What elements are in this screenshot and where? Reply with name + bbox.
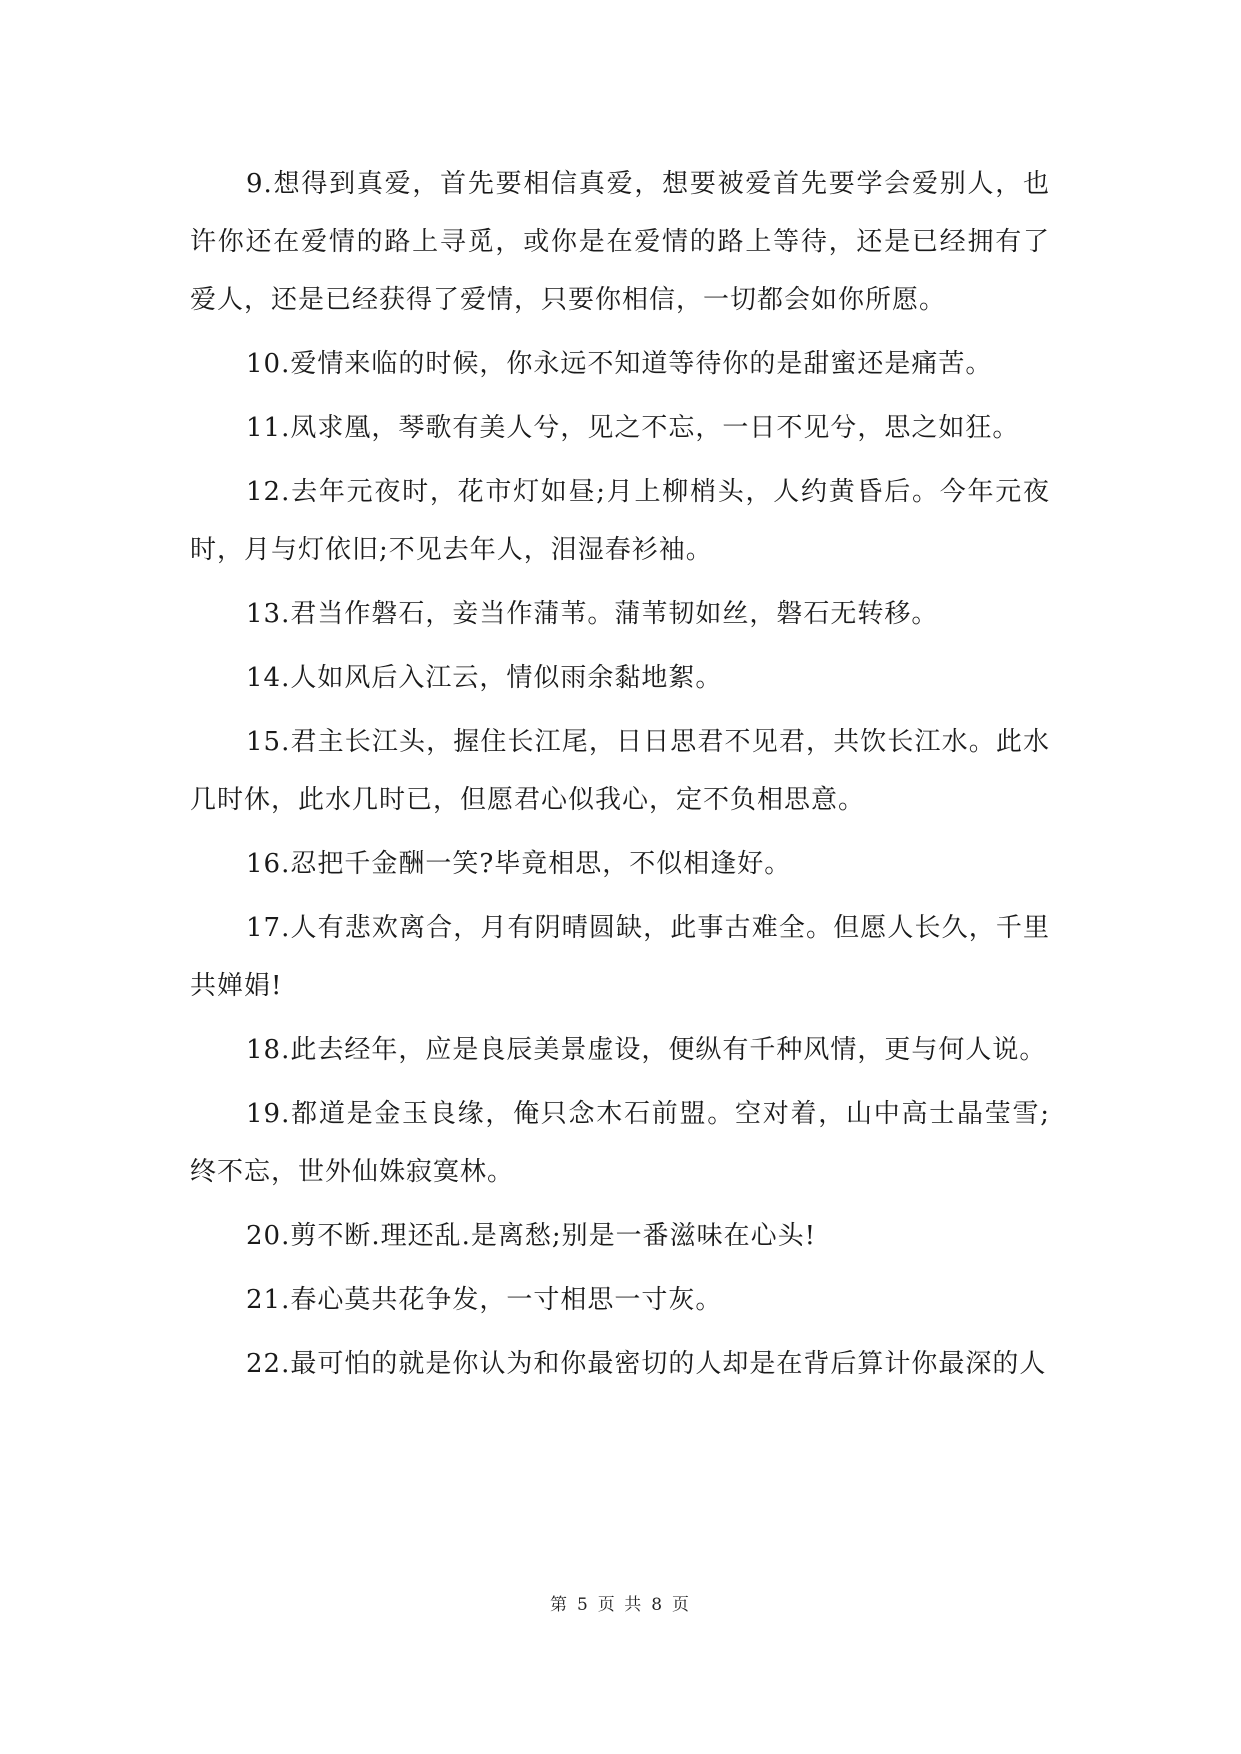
paragraph-18: 18.此去经年，应是良辰美景虚设，便纵有千种风情，更与何人说。	[246, 1035, 1047, 1065]
paragraph-11: 11.凤求凰，琴歌有美人兮，见之不忘，一日不见兮，思之如狂。	[246, 413, 1020, 443]
paragraph-9: 9.想得到真爱，首先要相信真爱，想要被爱首先要学会爱别人，也许你还在爱情的路上寻觅，或你是在爱情的路上等待，还是已经拥有了爱人，还是已经获得了爱情，只要你相信，一切都会如你所愿。	[190, 169, 1050, 315]
paragraph-20: 20.剪不断.理还乱.是离愁;别是一番滋味在心头!	[246, 1221, 817, 1251]
footer-middle: 页 共	[597, 1595, 644, 1615]
paragraph-22: 22.最可怕的就是你认为和你最密切的人却是在背后算计你最深的人	[246, 1349, 1047, 1379]
paragraph-16: 16.忍把千金酬一笑?毕竟相思，不似相逢好。	[246, 849, 792, 879]
footer-suffix: 页	[672, 1595, 692, 1615]
paragraph-13: 13.君当作磐石，妾当作蒲苇。蒲苇韧如丝，磐石无转移。	[246, 599, 939, 629]
page-footer	[0, 1590, 1241, 1615]
paragraph-14: 14.人如风后入江云，情似雨余黏地絮。	[246, 663, 723, 693]
footer-page-number: 5	[576, 1595, 590, 1615]
paragraph-12: 12.去年元夜时，花市灯如昼;月上柳梢头，人约黄昏后。今年元夜时，月与灯依旧;不见去年人，泪湿春衫袖。	[190, 477, 1050, 565]
paragraph-17: 17.人有悲欢离合，月有阴晴圆缺，此事古难全。但愿人长久，千里共婵娟!	[190, 913, 1050, 1001]
paragraph-19: 19.都道是金玉良缘，俺只念木石前盟。空对着，山中高士晶莹雪;终不忘，世外仙姝寂寞林。	[190, 1099, 1050, 1187]
footer-total-pages: 8	[651, 1595, 665, 1615]
footer-prefix: 第	[549, 1595, 569, 1615]
paragraph-21: 21.春心莫共花争发，一寸相思一寸灰。	[246, 1285, 723, 1315]
document-body	[190, 155, 1050, 1399]
paragraph-10: 10.爱情来临的时候，你永远不知道等待你的是甜蜜还是痛苦。	[246, 349, 993, 379]
paragraph-15: 15.君主长江头，握住长江尾，日日思君不见君，共饮长江水。此水几时休，此水几时已，但愿君心似我心，定不负相思意。	[190, 727, 1050, 815]
